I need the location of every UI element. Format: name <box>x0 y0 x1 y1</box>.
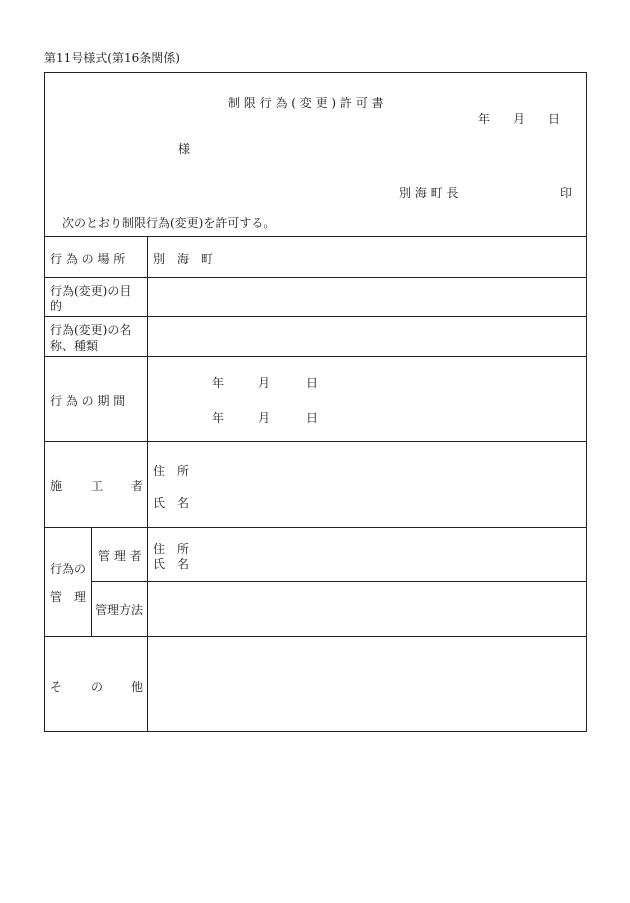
management-group-label-line2: 管 理 <box>50 590 87 604</box>
name-type-label-line2: 称、種類 <box>50 339 99 353</box>
row-divider <box>44 441 587 442</box>
permit-statement: 次のとおり制限行為(変更)を許可する。 <box>62 216 276 230</box>
date-day-label: 日 <box>548 112 561 126</box>
purpose-label-line2: 的 <box>50 299 63 313</box>
name-type-label-line1: 行為(変更)の名 <box>50 323 132 337</box>
contractor-name-label: 氏 名 <box>153 496 190 510</box>
manager-label: 管 理 者 <box>98 549 142 563</box>
other-label-1: そ <box>50 680 63 694</box>
period-start-month: 月 <box>258 376 271 390</box>
location-value: 別 海 町 <box>153 252 214 266</box>
other-label-3: 他 <box>131 680 144 694</box>
contractor-label-3: 者 <box>131 479 144 493</box>
column-divider <box>91 527 92 636</box>
manager-name-label: 氏 名 <box>153 557 190 571</box>
other-label-2: の <box>91 680 104 694</box>
contractor-label-2: 工 <box>91 479 104 493</box>
column-divider <box>147 236 148 732</box>
date-year-label: 年 <box>478 112 491 126</box>
period-start-day: 日 <box>306 376 319 390</box>
row-divider <box>91 581 587 582</box>
period-label: 行 為 の 期 間 <box>50 394 126 408</box>
purpose-label-line1: 行為(変更)の目 <box>50 284 132 298</box>
period-end-month: 月 <box>258 411 271 425</box>
contractor-address-label: 住 所 <box>153 464 190 478</box>
period-end-day: 日 <box>306 411 319 425</box>
row-divider <box>44 636 587 637</box>
management-method-label: 管理方法 <box>95 603 144 617</box>
manager-address-label: 住 所 <box>153 542 190 556</box>
form-title: 制 限 行 為 ( 変 更 ) 許 可 書 <box>228 96 384 110</box>
row-divider <box>44 316 587 317</box>
management-group-label-line1: 行為の <box>50 562 87 576</box>
location-label: 行 為 の 場 所 <box>50 252 126 266</box>
form-number: 第11号様式(第16条関係) <box>44 51 180 65</box>
permit-form-frame <box>44 72 587 732</box>
date-month-label: 月 <box>513 112 526 126</box>
period-end-year: 年 <box>212 411 225 425</box>
row-divider <box>44 527 587 528</box>
contractor-label-1: 施 <box>50 479 63 493</box>
seal-mark: 印 <box>560 186 573 200</box>
period-start-year: 年 <box>212 376 225 390</box>
addressee-suffix: 様 <box>178 142 191 156</box>
row-divider <box>44 356 587 357</box>
row-divider <box>44 236 587 237</box>
row-divider <box>44 277 587 278</box>
issuer-name: 別 海 町 長 <box>399 186 459 200</box>
